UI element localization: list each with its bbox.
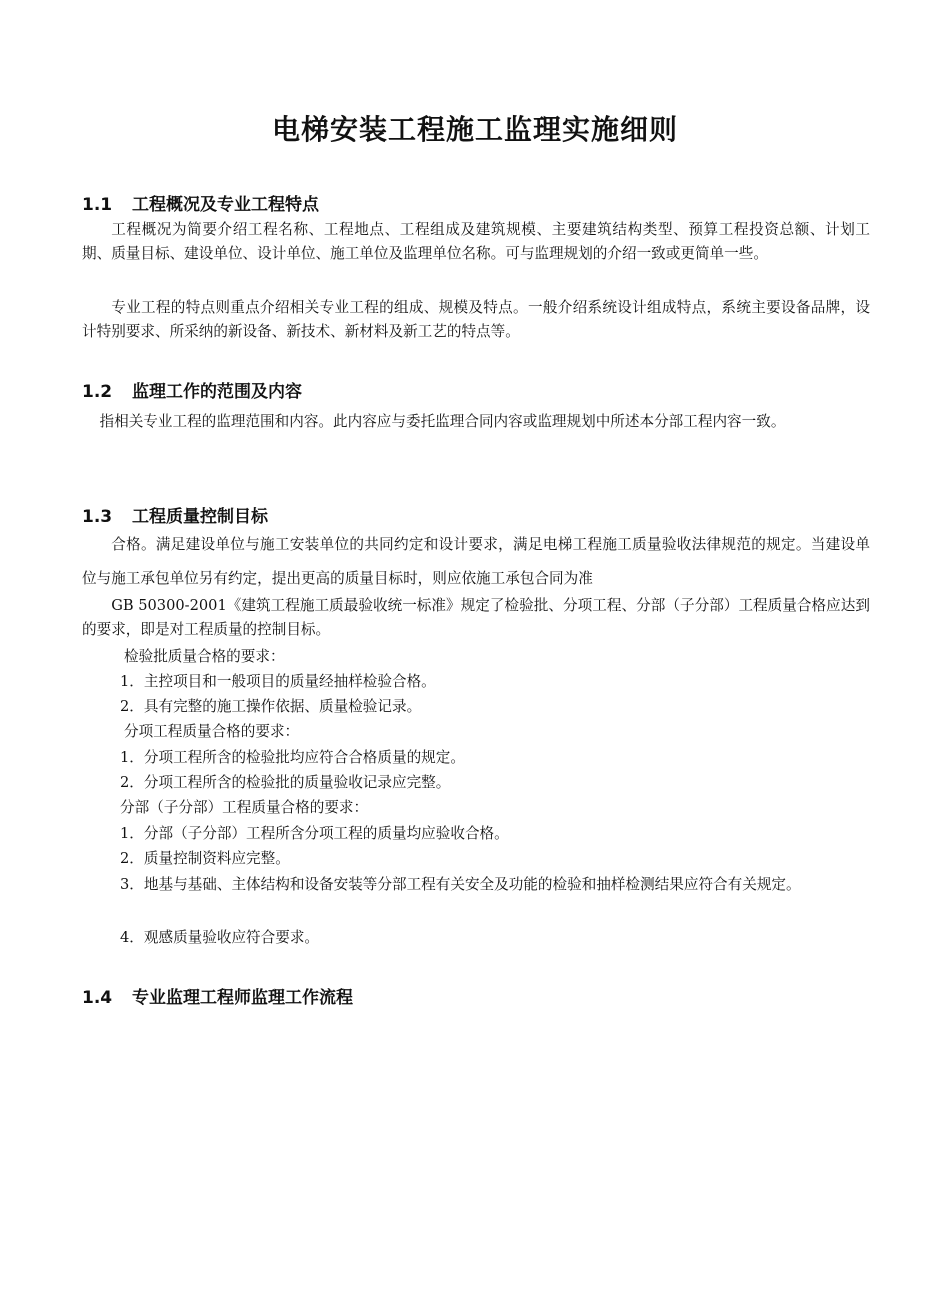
section-number: 1.3 [82, 507, 113, 527]
list-item: 2．具有完整的施工操作依据、质量检验记录。 [120, 698, 422, 715]
section-number: 1.2 [82, 382, 113, 402]
paragraph: 指相关专业工程的监理范围和内容。此内容应与委托监理合同内容或监理规划中所述本分部工程内容一致。 [99, 413, 786, 430]
list-item: 2．质量控制资料应完整。 [120, 850, 290, 867]
list-item: 4．观感质量验收应符合要求。 [120, 929, 320, 946]
section-heading-1-2 [82, 377, 302, 402]
paragraph: 工程概况为简要介绍工程名称、工程地点、工程组成及建筑规模、主要建筑结构类型、预算工程投资总额、计划工期、质量目标、建设单位、设计单位、施工单位及监理单位名称。可与监理规划的介绍一致或更简单一些。 [82, 221, 870, 262]
document-title: 电梯安装工程施工监理实施细则 [271, 113, 678, 146]
section-title: 工程概况及专业工程特点 [132, 195, 319, 215]
list-item: 3．地基与基础、主体结构和设备安装等分部工程有关安全及功能的检验和抽样检测结果应符合有关规定。 [120, 876, 801, 893]
section-number: 1.1 [82, 195, 113, 215]
section-title: 专业监理工程师监理工作流程 [132, 988, 353, 1008]
list-heading: 检验批质量合格的要求： [124, 648, 285, 665]
list-heading: 分部（子分部）工程质量合格的要求： [120, 799, 369, 816]
list-item: 1．主控项目和一般项目的质量经抽样检验合格。 [120, 673, 436, 690]
section-number: 1.4 [82, 988, 113, 1008]
list-heading: 分项工程质量合格的要求： [124, 723, 300, 740]
paragraph: 专业工程的特点则重点介绍相关专业工程的组成、规模及特点。一般介绍系统设计组成特点，系统主要设备品牌，设计特别要求、所采纳的新设备、新技术、新材料及新工艺的特点等。 [82, 299, 870, 340]
list-item: 1．分部（子分部）工程所含分项工程的质量均应验收合格。 [120, 825, 509, 842]
list-item: 1．分项工程所含的检验批均应符合合格质量的规定。 [120, 749, 465, 766]
list-item: 2．分项工程所含的检验批的质量验收记录应完整。 [120, 774, 451, 791]
section-heading-1-4 [82, 983, 353, 1008]
section-heading-1-1 [82, 190, 319, 215]
paragraph: GB 50300-2001《建筑工程施工质最验收统一标准》规定了检验批、分项工程、分部（子分部）工程质量合格应达到的要求，即是对工程质量的控制目标。 [82, 597, 870, 638]
section-heading-1-3 [82, 502, 268, 527]
section-title: 工程质量控制目标 [132, 507, 268, 527]
section-title: 监理工作的范围及内容 [132, 382, 302, 402]
paragraph: 合格。满足建设单位与施工安装单位的共同约定和设计要求，满足电梯工程施工质量验收法律规范的规定。当建设单位与施工承包单位另有约定，提出更高的质量目标时，则应依施工承包合同为准 [82, 536, 870, 587]
